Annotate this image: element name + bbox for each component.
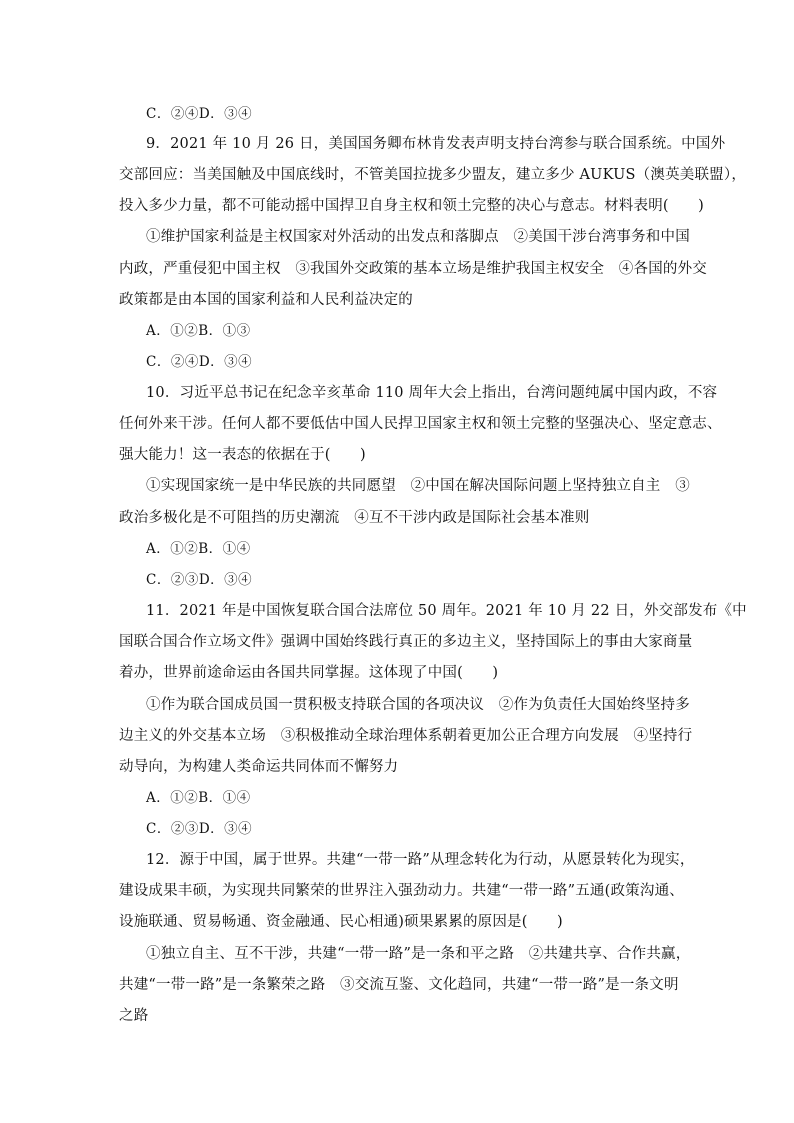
question-10-option: A．①②B．①④ xyxy=(146,541,251,557)
question-9-statement: 政策都是由本国的国家利益和人民利益决定的 xyxy=(119,292,413,308)
question-11-statement: 动导向，为构建人类命运共同体而不懈努力 xyxy=(119,759,399,775)
question-12-text: 设施联通、贸易畅通、资金融通、民心相通)硕果累累的原因是( ) xyxy=(119,914,563,930)
question-12-text: 12．源于中国，属于世界。共建“一带一路”从理念转化为行动，从愿景转化为现实， xyxy=(146,852,695,868)
question-9-statement: ①维护国家利益是主权国家对外活动的出发点和落脚点 ②美国干涉台湾事务和中国 xyxy=(146,229,690,245)
question-12-statement: 共建“一带一路”是一条繁荣之路 ③交流互鉴、文化趋同，共建“一带一路”是一条文明 xyxy=(119,977,679,993)
question-10-statement: ①实现国家统一是中华民族的共同愿望 ②中国在解决国际问题上坚持独立自主 ③ xyxy=(146,478,690,494)
question-11-statement: 边主义的外交基本立场 ③积极推动全球治理体系朝着更加公正合理方向发展 ④坚持行 xyxy=(119,728,693,744)
question-11-text: 11．2021 年是中国恢复联合国合法席位 50 周年。2021 年 10 月 22 日，外交部发布《中 xyxy=(146,603,747,619)
option-line: C．②④D．③④ xyxy=(146,106,253,122)
question-12-text: 建设成果丰硕，为实现共同繁荣的世界注入强劲动力。共建“一带一路”五通(政策沟通、 xyxy=(119,883,684,899)
question-9-statement: 内政，严重侵犯中国主权 ③我国外交政策的基本立场是维护我国主权安全 ④各国的外交 xyxy=(119,261,707,277)
question-9-text: 交部回应：当美国触及中国底线时，不管美国拉拢多少盟友，建立多少 AUKUS（澳英美联盟）， xyxy=(119,167,747,183)
question-11-option: A．①②B．①④ xyxy=(146,790,251,806)
question-9-text: 投入多少力量，都不可能动摇中国捍卫自身主权和领土完整的决心与意志。材料表明( ) xyxy=(119,198,705,214)
question-12-statement: 之路 xyxy=(119,1008,149,1024)
question-10-text: 强大能力！这一表态的依据在于( ) xyxy=(119,447,366,463)
question-11-statement: ①作为联合国成员国一贯积极支持联合国的各项决议 ②作为负责任大国始终坚持多 xyxy=(146,697,690,713)
question-11-option: C．②③D．③④ xyxy=(146,821,253,837)
question-9-text: 9．2021 年 10 月 26 日，美国国务卿布林肯发表声明支持台湾参与联合国系统。中国外 xyxy=(146,136,726,152)
question-10-statement: 政治多极化是不可阻挡的历史潮流 ④互不干涉内政是国际社会基本准则 xyxy=(119,510,590,526)
question-9-option: A．①②B．①③ xyxy=(146,323,251,339)
question-10-text: 任何外来干涉。任何人都不要低估中国人民捍卫国家主权和领土完整的坚强决心、坚定意志、 xyxy=(119,416,722,432)
question-12-statement: ①独立自主、互不干涉，共建“一带一路”是一条和平之路 ②共建共享、合作共赢， xyxy=(146,946,691,962)
question-11-text: 着办，世界前途命运由各国共同掌握。这体现了中国( ) xyxy=(119,665,499,681)
question-11-text: 国联合国合作立场文件》强调中国始终践行真正的多边主义，坚持国际上的事由大家商量 xyxy=(119,634,693,650)
question-9-option: C．②④D．③④ xyxy=(146,354,253,370)
question-10-text: 10．习近平总书记在纪念辛亥革命 110 周年大会上指出，台湾问题纯属中国内政，不容 xyxy=(146,385,718,401)
question-10-option: C．②③D．③④ xyxy=(146,572,253,588)
